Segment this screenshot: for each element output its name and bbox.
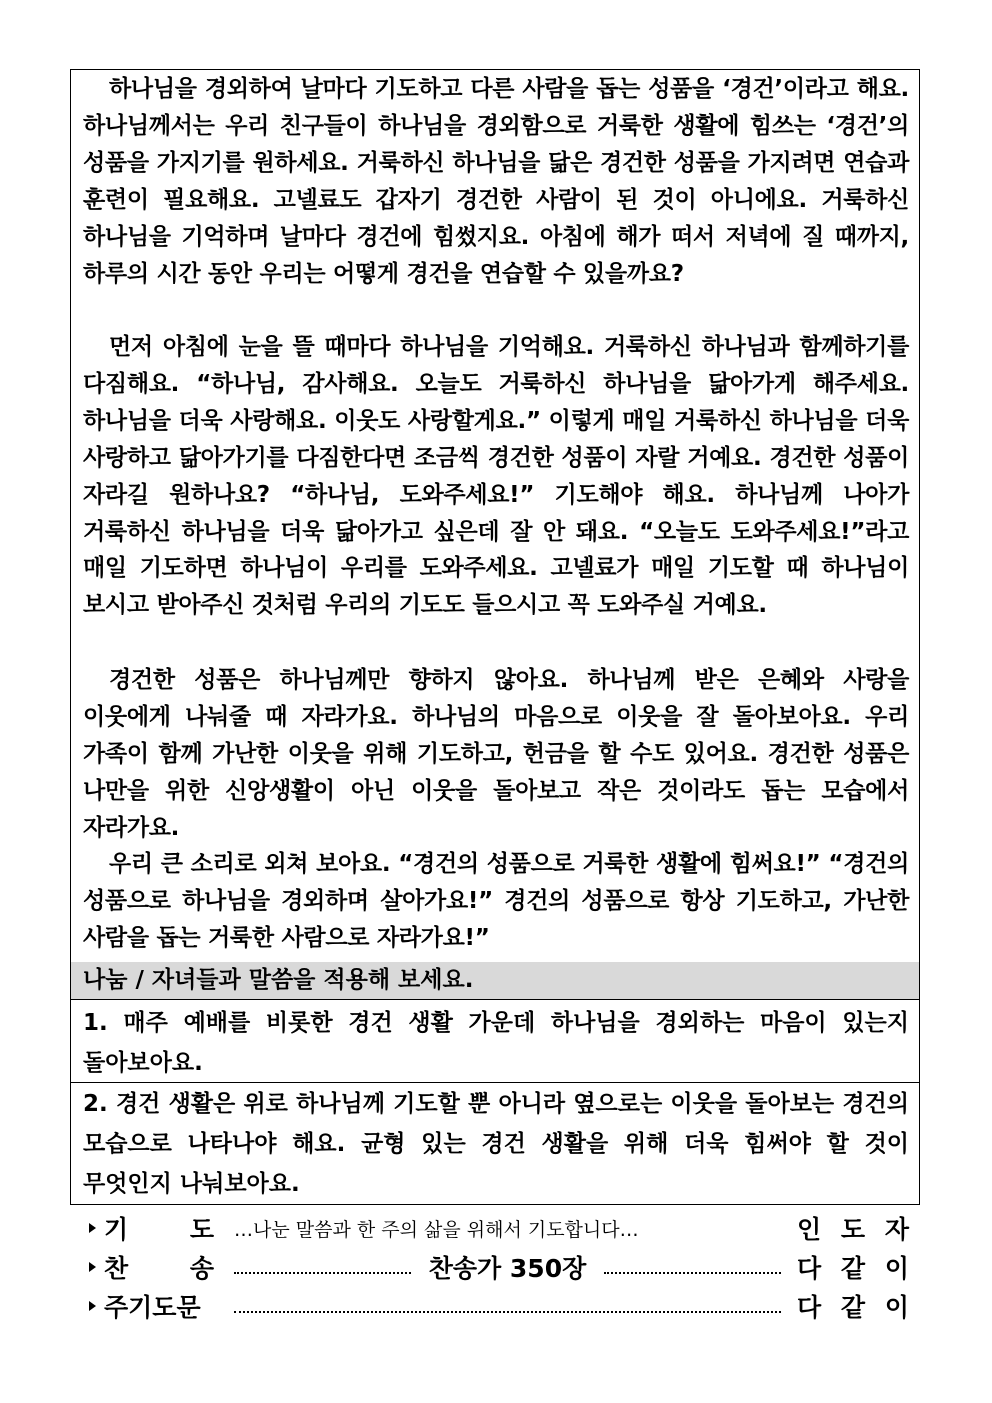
dotted-leader	[604, 1271, 781, 1274]
paragraph-2: 먼저 아침에 눈을 뜰 때마다 하나님을 기억해요. 거룩하신 하나님과 함께하기를 다짐해요. “하나님, 감사해요. 오늘도 거룩하신 하나님을 닮아가게 해주세요. 하나님을 더욱 사랑해요. 이웃도 사랑할게요.” 이렇게 매일 거룩하신 하나님을 더욱 사랑하고 닮아가기를 다짐한다면 조금씩 경건한 성품이 자랄 거예요. 경건한 성품이 자라길 원하나요? “하나님, 도와주세요!” 기도해야 해요. 하나님께 나아가 거룩하신 하나님을 더욱 닮아가고 싶은데 잘 안 돼요. “오늘도 도와주세요!”라고 매일 기도하면 하나님이 우리를 도와주세요. 고넬료가 매일 기도할 때 하나님이 보시고 받아주신 것처럼 우리의 기도도 들으시고 꼭 도와주실 거예요.	[83, 334, 909, 619]
dotted-leader	[234, 1310, 781, 1313]
order-row-prayer	[83, 1208, 909, 1248]
share-title: 나눔 / 자녀들과 말씀을 적용해 보세요.	[83, 967, 474, 993]
share-question-1: 1. 매주 예배를 비롯한 경건 생활 가운데 하나님을 경외하는 마음이 있는지 돌아보아요.	[83, 1010, 909, 1076]
paragraph-1: 하나님을 경외하여 날마다 기도하고 다른 사람을 돕는 성품을 ‘경건’이라고 해요. 하나님께서는 우리 친구들이 하나님을 경외함으로 거룩한 생활에 힘쓰는 ‘경건’의 성품을 가지기를 원하세요. 거룩하신 하나님을 닮은 경건한 성품을 가지려면 연습과 훈련이 필요해요. 고넬료도 갑자기 경건한 사람이 된 것이 아니에요. 거룩하신 하나님을 기억하며 날마다 경건에 힘썼지요. 아침에 해가 떠서 저녁에 질 때까지, 하루의 시간 동안 우리는 어떻게 경건을 연습할 수 있을까요?	[83, 76, 909, 287]
share-question-2: 2. 경건 생활은 위로 하나님께 기도할 뿐 아니라 옆으로는 이웃을 돌아보는 경건의 모습으로 나타나야 해요. 균형 있는 경건 생활을 위해 더욱 힘써야 할 것이 무엇인지 나눠보아요.	[83, 1091, 909, 1197]
order-leader: 인 도 자	[797, 1215, 909, 1244]
paragraph-3: 경건한 성품은 하나님께만 향하지 않아요. 하나님께 받은 은혜와 사랑을 이웃에게 나눠줄 때 자라가요. 하나님의 마음으로 이웃을 잘 돌아보아요. 우리 가족이 함께 가난한 이웃을 위해 기도하고, 헌금을 할 수도 있어요. 경건한 성품은 나만을 위한 신앙생활이 아닌 이웃을 돌아보고 작은 것이라도 돕는 모습에서 자라가요.	[83, 667, 909, 841]
dotted-leader	[234, 1271, 411, 1274]
order-label: 주기도문	[104, 1293, 201, 1322]
order-description: …나눈 말씀과 한 주의 삶을 위해서 기도합니다…	[234, 1218, 639, 1241]
order-label: 기 도	[104, 1215, 214, 1244]
order-leader: 다 같 이	[797, 1293, 909, 1322]
triangle-bullet-icon	[89, 1262, 96, 1272]
order-row-hymn	[83, 1247, 909, 1287]
triangle-bullet-icon	[89, 1223, 96, 1233]
divider	[71, 1082, 919, 1083]
paragraph-4: 우리 큰 소리로 외쳐 보아요. “경건의 성품으로 거룩한 생활에 힘써요!” “경건의 성품으로 하나님을 경외하며 살아가요!” 경건의 성품으로 항상 기도하고, 가난한 사람을 돕는 거룩한 사람으로 자라가요!”	[83, 851, 909, 951]
divider	[71, 999, 919, 1000]
order-label: 찬 송	[104, 1254, 214, 1283]
triangle-bullet-icon	[89, 1301, 96, 1311]
hymn-number: 찬송가 350장	[428, 1254, 587, 1283]
order-leader: 다 같 이	[797, 1254, 909, 1283]
order-row-lords-prayer	[83, 1286, 909, 1326]
